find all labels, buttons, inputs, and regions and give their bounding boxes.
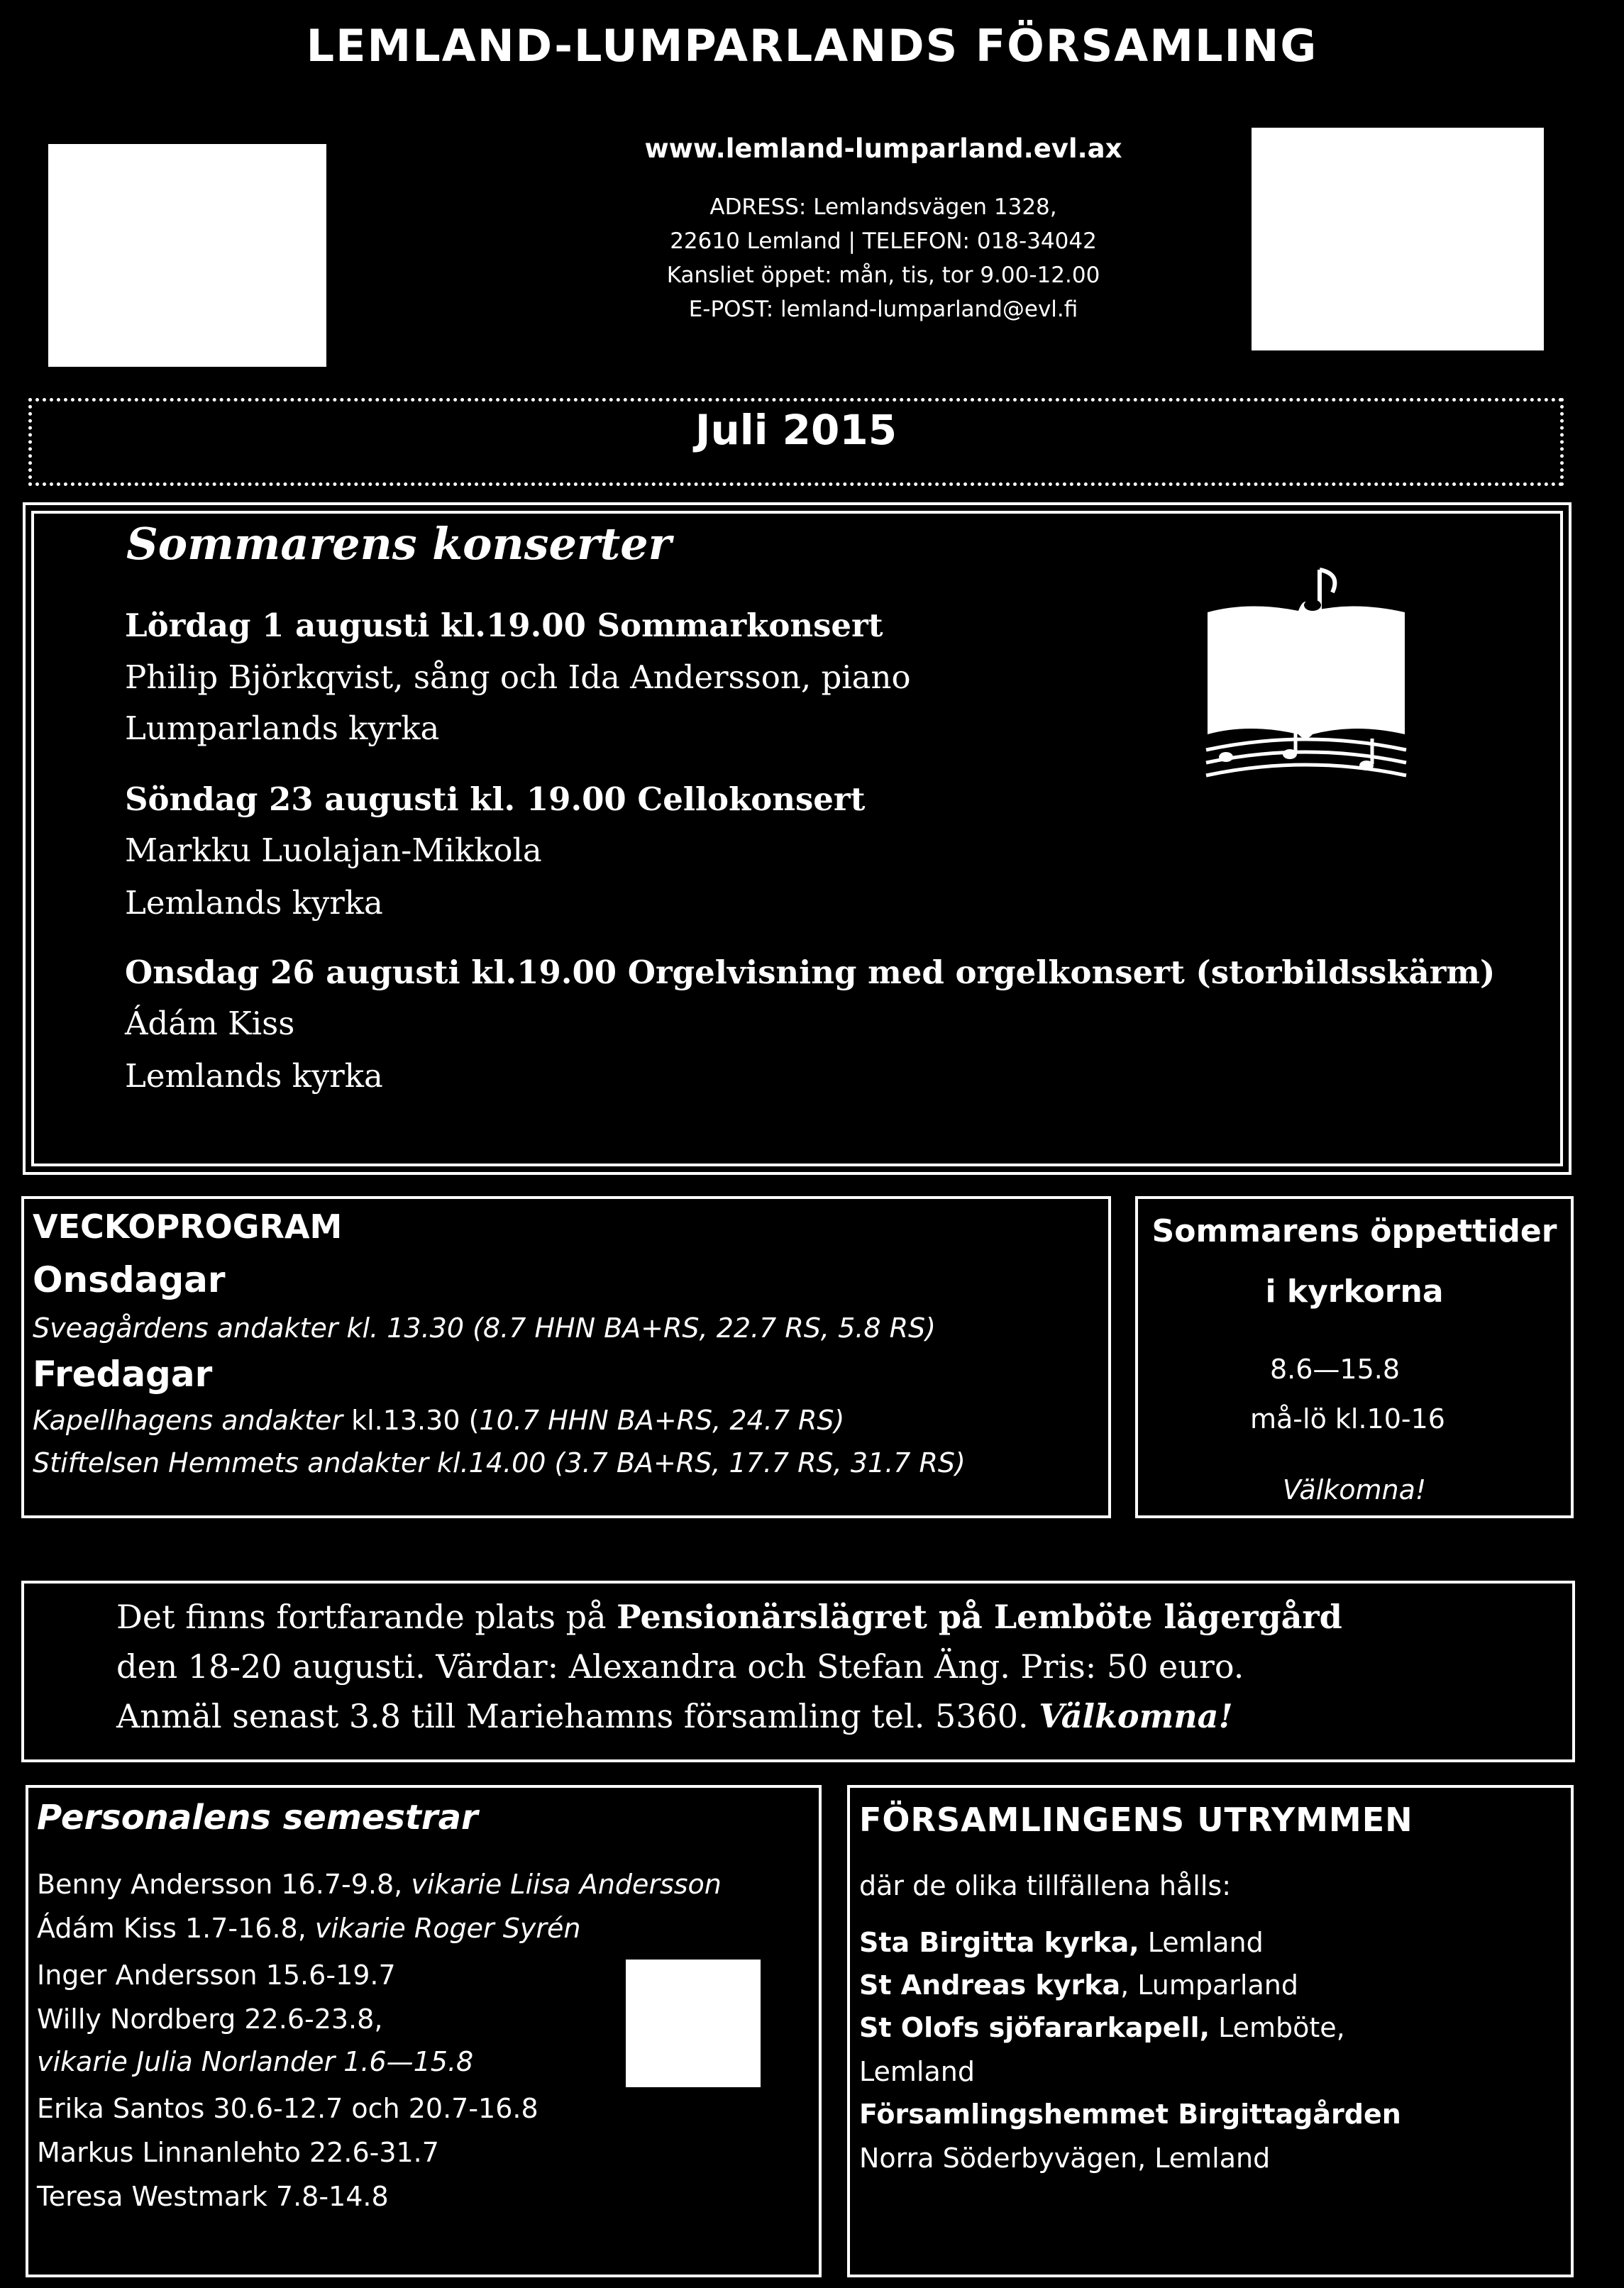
staff-name: Willy Nordberg 22.6-23.8, xyxy=(37,2004,383,2035)
staff-title: Personalens semestrar xyxy=(37,1798,478,1837)
friday-line-part: kl.13.30 ( xyxy=(342,1405,480,1436)
concerts-title: Sommarens konserter xyxy=(126,518,672,570)
facility-location: Norra Söderbyvägen, Lemland xyxy=(859,2143,1271,2174)
concert-place: Lumparlands kyrka xyxy=(125,709,440,747)
facility-line xyxy=(859,2099,1401,2130)
friday-line-part: 10.7 HHN BA+RS, 24.7 RS) xyxy=(479,1405,845,1436)
concert-place: Lemlands kyrka xyxy=(125,884,383,922)
staff-name: Inger Andersson 15.6-19.7 xyxy=(37,1960,396,1991)
friday-heading: Fredagar xyxy=(33,1354,213,1395)
facility-name: Sta Birgitta kyrka, xyxy=(859,1927,1139,1958)
pensioners-welcome: Välkomna! xyxy=(1039,1697,1233,1735)
friday-line xyxy=(33,1405,844,1436)
staff-line xyxy=(37,1913,580,1944)
facility-line xyxy=(859,1969,1298,2001)
concert-heading: Onsdag 26 augusti kl.19.00 Orgelvisning med orgelkonsert (storbildsskärm) xyxy=(125,954,1496,991)
staff-line xyxy=(37,2093,538,2124)
staff-substitute: vikarie Roger Syrén xyxy=(314,1913,581,1944)
staff-name: Teresa Westmark 7.8-14.8 xyxy=(37,2181,389,2212)
facility-line xyxy=(859,2056,975,2087)
facility-line xyxy=(859,2143,1270,2174)
opening-dates: 8.6—15.8 xyxy=(1270,1354,1401,1385)
website-link[interactable]: www.lemland-lumparland.evl.ax xyxy=(644,133,1122,164)
facility-location: Lemland xyxy=(1139,1927,1264,1958)
staff-line xyxy=(37,2137,439,2168)
facility-name: Församlingshemmet Birgittagården xyxy=(859,2099,1401,2130)
wednesday-line: Sveagårdens andakter kl. 13.30 (8.7 HHN BA+RS, 22.7 RS, 5.8 RS) xyxy=(33,1312,936,1344)
pensioners-line: den 18-20 augusti. Värdar: Alexandra och Stefan Äng. Pris: 50 euro. xyxy=(116,1647,1244,1686)
staff-substitute: vikarie Julia Norlander 1.6—15.8 xyxy=(37,2046,474,2077)
month-title: Juli 2015 xyxy=(695,406,897,454)
facility-line xyxy=(859,1927,1264,1958)
email-line: E-POST: lemland-lumparland@evl.fi xyxy=(688,297,1078,322)
contact-info xyxy=(397,190,1369,326)
facilities-subtitle: där de olika tillfällena hålls: xyxy=(859,1870,1232,1901)
opening-hours-line: Kansliet öppet: mån, tis, tor 9.00-12.00 xyxy=(666,262,1100,288)
facility-location: , Lumparland xyxy=(1120,1969,1298,2001)
staff-name: Markus Linnanlehto 22.6-31.7 xyxy=(37,2137,439,2168)
facility-name: St Andreas kyrka xyxy=(859,1969,1121,2001)
opening-title: Sommarens öppettider xyxy=(1151,1213,1557,1249)
staff-line xyxy=(37,2181,389,2212)
page-title: LEMLAND-LUMPARLANDS FÖRSAMLING xyxy=(306,20,1318,72)
facility-location: Lemland xyxy=(859,2056,975,2087)
opening-welcome: Välkomna! xyxy=(1282,1474,1427,1505)
concert-performers: Markku Luolajan-Mikkola xyxy=(125,831,542,869)
opening-title-line2: i kyrkorna xyxy=(1265,1273,1444,1310)
staff-name: Ádám Kiss 1.7-16.8, xyxy=(37,1913,315,1944)
pensioners-text: Anmäl senast 3.8 till Mariehamns församling tel. 5360. xyxy=(116,1697,1039,1735)
music-book-icon xyxy=(1199,564,1412,791)
concert-heading: Söndag 23 augusti kl. 19.00 Cellokonsert xyxy=(125,780,866,818)
pensioners-line xyxy=(116,1697,1233,1735)
concert-performers: Philip Björkqvist, sång och Ida Andersson, piano xyxy=(125,658,911,696)
facility-name: St Olofs sjöfararkapell, xyxy=(859,2012,1210,2043)
friday-line-part: Kapellhagens andakter xyxy=(33,1405,343,1436)
staff-line xyxy=(37,1869,722,1900)
staff-photo-image xyxy=(626,1960,761,2087)
facility-location: Lemböte, xyxy=(1210,2012,1345,2043)
weekly-title: VECKOPROGRAM xyxy=(33,1207,343,1246)
pensioners-line xyxy=(116,1598,1342,1636)
pensioners-text: Det finns fortfarande plats på xyxy=(116,1598,617,1636)
staff-name: Benny Andersson 16.7-9.8, xyxy=(37,1869,411,1900)
concert-heading: Lördag 1 augusti kl.19.00 Sommarkonsert xyxy=(125,607,883,644)
staff-substitute: vikarie Liisa Andersson xyxy=(411,1869,722,1900)
concert-place: Lemlands kyrka xyxy=(125,1057,383,1095)
concert-performers: Ádám Kiss xyxy=(125,1005,295,1042)
friday-line: Stiftelsen Hemmets andakter kl.14.00 (3.7 BA+RS, 17.7 RS, 31.7 RS) xyxy=(33,1447,966,1479)
facilities-title: FÖRSAMLINGENS UTRYMMEN xyxy=(859,1801,1413,1839)
address-line: 22610 Lemland | TELEFON: 018-34042 xyxy=(670,228,1097,254)
staff-line xyxy=(37,2004,382,2035)
pensioners-camp-name: Pensionärslägret på Lemböte lägergård xyxy=(617,1598,1342,1636)
opening-hours: må-lö kl.10-16 xyxy=(1250,1403,1445,1435)
staff-name: Erika Santos 30.6-12.7 och 20.7-16.8 xyxy=(37,2093,538,2124)
facility-line xyxy=(859,2012,1345,2043)
staff-line xyxy=(37,1960,396,1991)
church-logo-image xyxy=(48,144,326,367)
staff-line xyxy=(37,2046,473,2077)
address-line: ADRESS: Lemlandsvägen 1328, xyxy=(709,194,1057,220)
wednesday-heading: Onsdagar xyxy=(33,1259,226,1300)
